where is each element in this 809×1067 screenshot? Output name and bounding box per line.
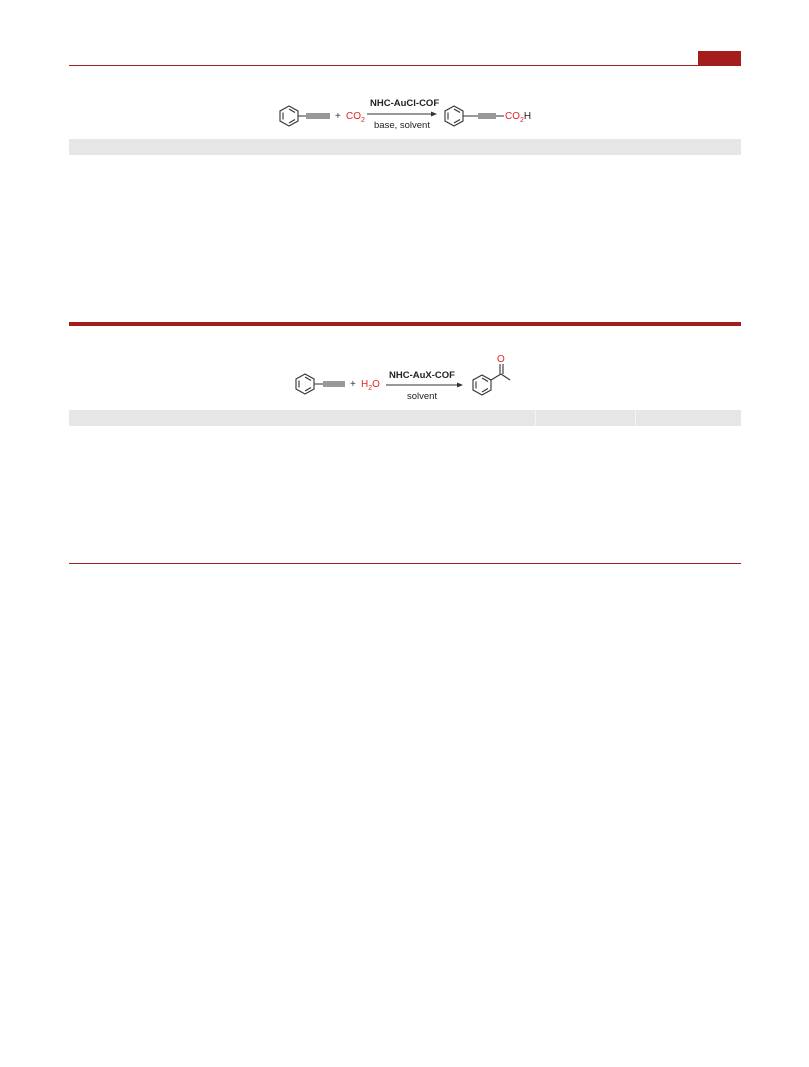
plus-sign: + (335, 111, 341, 122)
reaction-arrow-2 (386, 383, 463, 388)
header-rule (69, 65, 741, 66)
conditions-label: base, solvent (374, 120, 430, 131)
reaction-arrow-1 (367, 112, 437, 117)
table-2-header (69, 410, 741, 426)
table-bottom-rule (69, 563, 741, 564)
catalyst-label: NHC-AuCl-COF (370, 98, 440, 109)
alkyne-triple-bond-2 (463, 114, 504, 118)
benzene-ring-2 (445, 106, 463, 126)
plus-sign-2: + (350, 379, 356, 390)
journal-badge (698, 51, 741, 65)
co2-reagent: $CO_2$ (346, 111, 365, 124)
reaction-scheme-2 (285, 350, 535, 406)
carboxylic-acid-group: $CO_2H$ (505, 111, 532, 124)
alkyne-triple-bond-1 (298, 114, 330, 118)
column-separator (535, 410, 536, 426)
alkyne-triple-bond-3 (314, 382, 345, 386)
conditions-label-2: solvent (407, 391, 438, 402)
reaction-scheme-1 (270, 92, 540, 136)
section-divider (69, 322, 741, 326)
catalyst-label-2: NHC-AuX-COF (389, 370, 455, 381)
ketone-group (491, 364, 510, 380)
column-separator (635, 410, 636, 426)
table-1-header (69, 139, 741, 155)
water-reagent: $H_2O$ (361, 379, 380, 392)
benzene-ring-3 (296, 374, 314, 394)
acetophenone-ring (473, 375, 491, 395)
benzene-ring-1 (280, 106, 298, 126)
carbonyl-oxygen: O (497, 354, 505, 365)
